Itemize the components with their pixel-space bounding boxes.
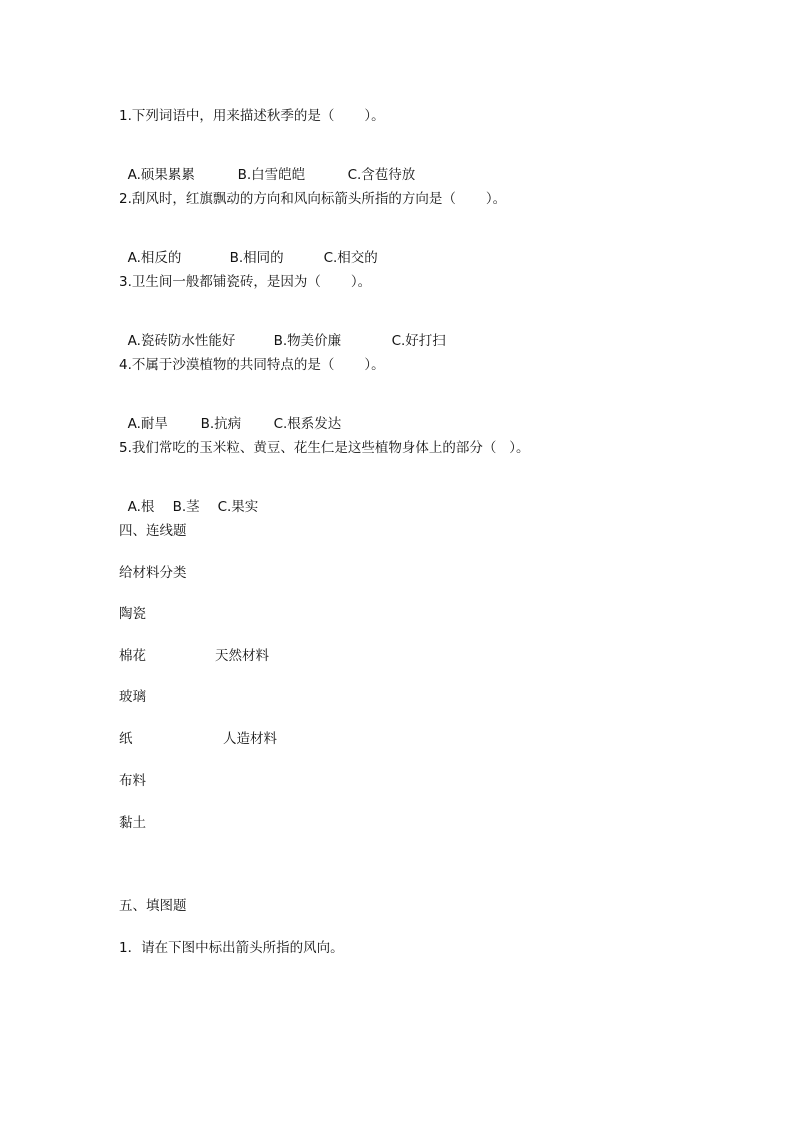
- material-item-fabric: 布料: [119, 773, 146, 789]
- section-5-title: 五、填图题: [119, 898, 187, 914]
- question-3-option-c: C.好打扫: [391, 333, 446, 349]
- question-2-stem: 2.刮风时，红旗飘动的方向和风向标箭头所指的方向是（ ）。: [119, 191, 507, 207]
- question-1-option-c: C.含苞待放: [347, 167, 416, 183]
- section-4-subtitle: 给材料分类: [119, 565, 187, 581]
- question-3-options: [119, 314, 446, 349]
- question-3-stem: 3.卫生间一般都铺瓷砖，是因为（ ）。: [119, 274, 372, 290]
- section-5-question-1: 1．请在下图中标出箭头所指的风向。: [119, 940, 344, 956]
- question-2-option-b: B.相同的: [229, 250, 284, 266]
- material-item-clay: 黏土: [119, 815, 146, 831]
- question-2-option-c: C.相交的: [323, 250, 378, 266]
- question-5-option-a: A.根: [127, 499, 155, 515]
- question-2-options: [119, 231, 378, 266]
- question-1-options: [119, 148, 416, 183]
- question-5-options: [119, 480, 259, 515]
- question-5-stem: 5.我们常吃的玉米粒、黄豆、花生仁是这些植物身体上的部分（ ）。: [119, 440, 530, 456]
- question-4-option-c: C.根系发达: [273, 416, 342, 432]
- question-4-option-a: A.耐旱: [127, 416, 168, 432]
- question-4-options: [119, 397, 342, 432]
- category-natural-material: 天然材料: [215, 648, 269, 664]
- question-3-option-b: B.物美价廉: [273, 333, 342, 349]
- question-1-option-b: B.白雪皑皑: [237, 167, 306, 183]
- material-item-glass: 玻璃: [119, 689, 146, 705]
- question-2-option-a: A.相反的: [127, 250, 182, 266]
- question-3-option-a: A.瓷砖防水性能好: [127, 333, 236, 349]
- question-1-stem: 1.下列词语中，用来描述秋季的是（ ）。: [119, 108, 385, 124]
- question-4-option-b: B.抗病: [200, 416, 242, 432]
- question-1-option-a: A.硕果累累: [127, 167, 195, 183]
- category-artificial-material: 人造材料: [223, 731, 277, 747]
- material-item-paper: 纸: [119, 731, 133, 747]
- material-item-cotton: 棉花: [119, 648, 146, 664]
- question-4-stem: 4.不属于沙漠植物的共同特点的是（ ）。: [119, 357, 385, 373]
- section-4-title: 四、连线题: [119, 523, 187, 539]
- question-5-option-c: C.果实: [217, 499, 259, 515]
- question-5-option-b: B.茎: [172, 499, 200, 515]
- material-item-ceramic: 陶瓷: [119, 606, 146, 622]
